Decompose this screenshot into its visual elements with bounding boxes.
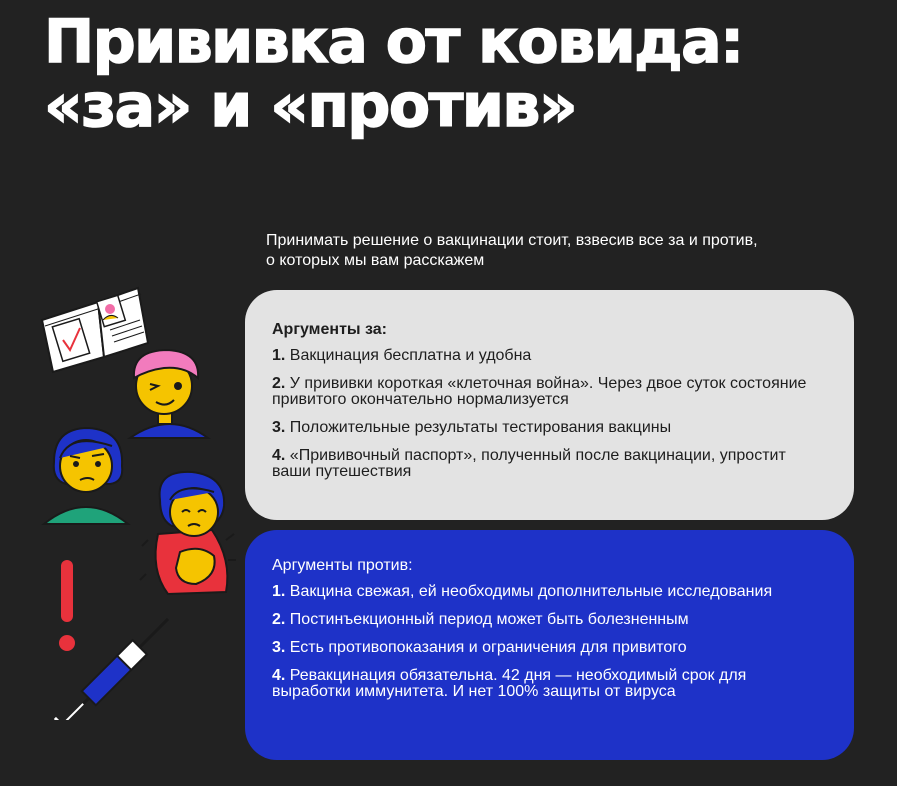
pros-item-3 [272,420,814,436]
item-text: Ревакцинация обязательна. 42 дня — необходимый срок для выработки иммунитета. И нет 100% защиты от вируса [272,667,747,700]
item-number: 2. [272,375,286,392]
pros-card [245,290,854,520]
intro-text [266,231,866,271]
item-number: 4. [272,447,286,464]
cons-card [245,530,854,760]
item-text: Постинъекционный период может быть болезненным [285,611,689,628]
cons-item-1 [272,584,814,600]
exclamation-icon [59,560,75,651]
cons-item-4 [272,668,814,700]
sick-girl-icon [140,472,236,594]
cons-item-3 [272,640,814,656]
passport-icon [42,288,148,372]
item-number: 2. [272,611,286,628]
item-number: 1. [272,583,286,600]
title-line-1: Прививка от ковида: [44,7,743,77]
illustration-column [0,280,240,720]
winking-boy-icon [130,350,208,438]
item-text: Есть противопоказания и ограничения для привитого [285,639,687,656]
title-line-2: «за» и «против» [44,71,577,141]
intro-line-2: о которых мы вам расскажем [266,252,485,269]
intro-line-1: Принимать решение о вакцинации стоит, взвесив все за и против, [266,232,758,249]
item-number: 1. [272,347,286,364]
cons-heading: Аргументы против: [272,557,413,574]
item-number: 3. [272,639,286,656]
item-text: «Прививочный паспорт», полученный после вакцинации, упростит ваши путешествия [272,447,786,480]
item-text: У прививки короткая «клеточная война». Через двое суток состояние привитого окончательно нормализуется [272,375,807,408]
item-text: Вакцинация бесплатна и удобна [285,347,532,364]
syringe-icon [55,612,175,720]
woman-icon [44,428,128,524]
item-text: Положительные результаты тестирования вакцины [285,419,672,436]
cons-item-2 [272,612,814,628]
item-number: 4. [272,667,286,684]
page-title [44,7,743,141]
pros-item-2 [272,376,814,408]
item-text: Вакцина свежая, ей необходимы дополнительные исследования [285,583,773,600]
pros-heading: Аргументы за: [272,321,387,338]
pros-item-1 [272,348,814,364]
pros-item-4 [272,448,814,480]
item-number: 3. [272,419,286,436]
